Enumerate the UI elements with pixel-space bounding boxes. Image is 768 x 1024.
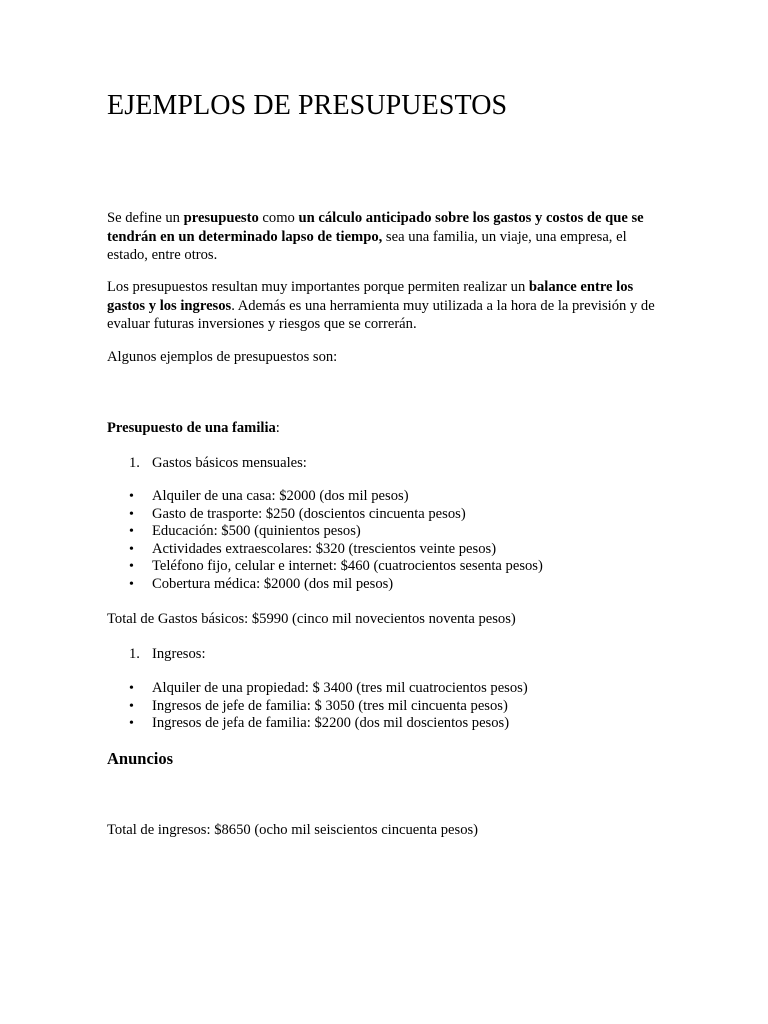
family-heading: Presupuesto de una familia: [107, 420, 276, 436]
income-item-text: Ingresos de jefa de familia: $2200 (dos mil doscientos pesos): [152, 715, 510, 731]
list-item: [129, 680, 528, 698]
expenses-label: Gastos básicos mensuales:: [152, 455, 307, 471]
income-number: 1.: [129, 646, 140, 662]
importance-paragraph: [107, 278, 667, 334]
expense-item-text: Teléfono fijo, celular e internet: $460 (cuatrocientos sesenta pesos): [152, 558, 543, 574]
list-item: [129, 506, 543, 524]
income-list: [129, 680, 528, 733]
importance-bold-balance: balance entre los gastos y los ingresos: [107, 279, 634, 314]
bullet-icon: •: [129, 524, 134, 539]
list-item: [129, 558, 543, 576]
bullet-icon: •: [129, 541, 134, 557]
ads-heading: Anuncios: [107, 749, 174, 768]
list-item: [129, 541, 543, 559]
family-heading-line: [107, 419, 280, 438]
bullet-icon: •: [129, 576, 134, 592]
expense-item-text: Alquiler de una casa: $2000 (dos mil pesos): [152, 488, 409, 504]
importance-text-1: Los presupuestos resultan muy importantes porque permiten realizar un: [107, 279, 529, 295]
expense-item-text: Actividades extraescolares: $320 (trescientos veinte pesos): [152, 540, 497, 557]
bullet-icon: •: [129, 681, 134, 696]
bullet-icon: •: [129, 698, 134, 714]
expenses-number: 1.: [129, 455, 140, 471]
intro-bold-presupuesto: presupuesto: [183, 210, 259, 226]
list-item: [129, 523, 543, 541]
expenses-list: [129, 488, 543, 593]
list-item: [129, 715, 528, 733]
intro-paragraph: [107, 209, 667, 265]
income-total: Total de ingresos: $8650 (ocho mil seiscientos cincuenta pesos): [107, 822, 479, 838]
bullet-icon: •: [129, 716, 134, 731]
bullet-icon: •: [129, 506, 134, 522]
income-label: Ingresos:: [152, 646, 206, 662]
intro-text-3: sea una familia, un viaje, una empresa, el estado, entre otros.: [107, 228, 627, 263]
income-item-text: Ingresos de jefe de familia: $ 3050 (tres mil cincuenta pesos): [152, 697, 508, 714]
document-title: EJEMPLOS DE PRESUPUESTOS: [107, 90, 508, 121]
list-item: [129, 698, 528, 716]
expense-item-text: Cobertura médica: $2000 (dos mil pesos): [152, 575, 394, 592]
expenses-total: Total de Gastos básicos: $5990 (cinco mil novecientos noventa pesos): [107, 611, 516, 627]
bullet-icon: •: [129, 489, 134, 504]
intro-text-2: como: [258, 210, 299, 226]
income-numbered-item: [129, 645, 206, 664]
intro-text-1: Se define un: [107, 210, 184, 226]
intro-bold-definition: un cálculo anticipado sobre los gastos y costos de que se tendrán en un determinado lapso de tiempo,: [107, 210, 644, 245]
income-item-text: Alquiler de una propiedad: $ 3400 (tres mil cuatrocientos pesos): [152, 680, 528, 696]
family-heading-colon: :: [275, 420, 280, 436]
expenses-numbered-item: [129, 454, 307, 473]
expense-item-text: Educación: $500 (quinientos pesos): [152, 523, 361, 539]
list-item: [129, 488, 543, 506]
importance-text-2: . Además es una herramienta muy utilizada a la hora de la previsión y de evaluar futuras inversiones y riesgos que se correrán.: [107, 297, 655, 332]
expense-item-text: Gasto de trasporte: $250 (doscientos cincuenta pesos): [152, 505, 466, 522]
list-item: [129, 576, 543, 594]
bullet-icon: •: [129, 559, 134, 574]
examples-intro: Algunos ejemplos de presupuestos son:: [107, 349, 338, 365]
